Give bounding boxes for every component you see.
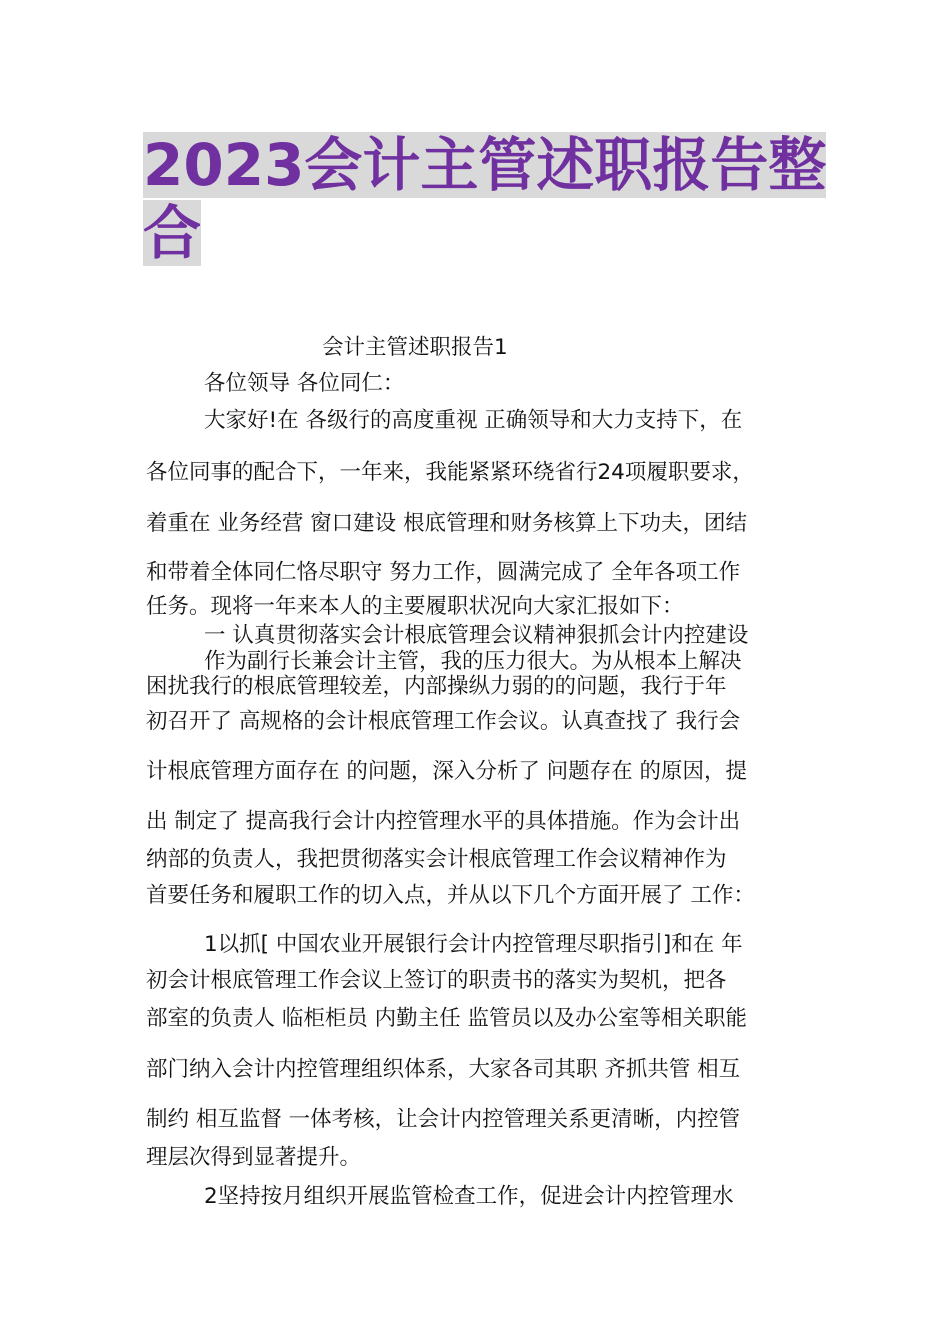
salutation: 各位领导 各位同仁：	[204, 371, 405, 396]
paragraph-line: 着重在 业务经营 窗口建设 根底管理和财务核算上下功夫，团结	[146, 511, 748, 536]
paragraph-line: 任务。现将一年来本人的主要履职状况向大家汇报如下：	[146, 594, 684, 619]
section-subtitle: 会计主管述职报告1	[322, 335, 508, 360]
paragraph-line: 制约 相互监督 一体考核，让会计内控管理关系更清晰，内控管	[146, 1107, 741, 1132]
section-heading: 一 认真贯彻落实会计根底管理会议精神狠抓会计内控建设	[204, 623, 749, 648]
list-item: 2坚持按月组织开展监管检查工作，促进会计内控管理水	[204, 1184, 734, 1209]
paragraph-line: 首要任务和履职工作的切入点，并从以下几个方面开展了 工作：	[146, 883, 755, 908]
paragraph-line: 初会计根底管理工作会议上签订的职责书的落实为契机，把各	[146, 968, 727, 993]
paragraph-line: 各位同事的配合下，一年来，我能紧紧环绕省行24项履职要求，	[146, 460, 754, 485]
title-line-2: 合	[143, 199, 202, 267]
title-line-1: 2023会计主管述职报告整	[143, 131, 827, 199]
paragraph-line: 困扰我行的根底管理较差，内部操纵力弱的的问题，我行于年	[146, 674, 727, 699]
paragraph-line: 和带着全体同仁恪尽职守 努力工作，圆满完成了 全年各项工作	[146, 560, 741, 585]
paragraph-line: 初召开了 高规格的会计根底管理工作会议。认真查找了 我行会	[146, 709, 741, 734]
paragraph-line: 出 制定了 提高我行会计内控管理水平的具体措施。作为会计出	[146, 809, 741, 834]
paragraph-line: 部室的负责人 临柜柜员 内勤主任 监管员以及办公室等相关职能	[146, 1006, 748, 1031]
list-item: 1以抓[ 中国农业开展银行会计内控管理尽职指引]和在 年	[204, 932, 743, 957]
paragraph-line: 部门纳入会计内控管理组织体系，大家各司其职 齐抓共管 相互	[146, 1057, 741, 1082]
paragraph-line: 理层次得到显著提升。	[146, 1145, 362, 1170]
paragraph-line: 作为副行长兼会计主管，我的压力很大。为从根本上解决	[204, 649, 742, 674]
paragraph-line: 纳部的负责人，我把贯彻落实会计根底管理工作会议精神作为	[146, 847, 727, 872]
paragraph-line: 计根底管理方面存在 的问题，深入分析了 问题存在 的原因，提	[146, 759, 748, 784]
paragraph-line: 大家好!在 各级行的高度重视 正确领导和大力支持下，在	[204, 408, 743, 433]
